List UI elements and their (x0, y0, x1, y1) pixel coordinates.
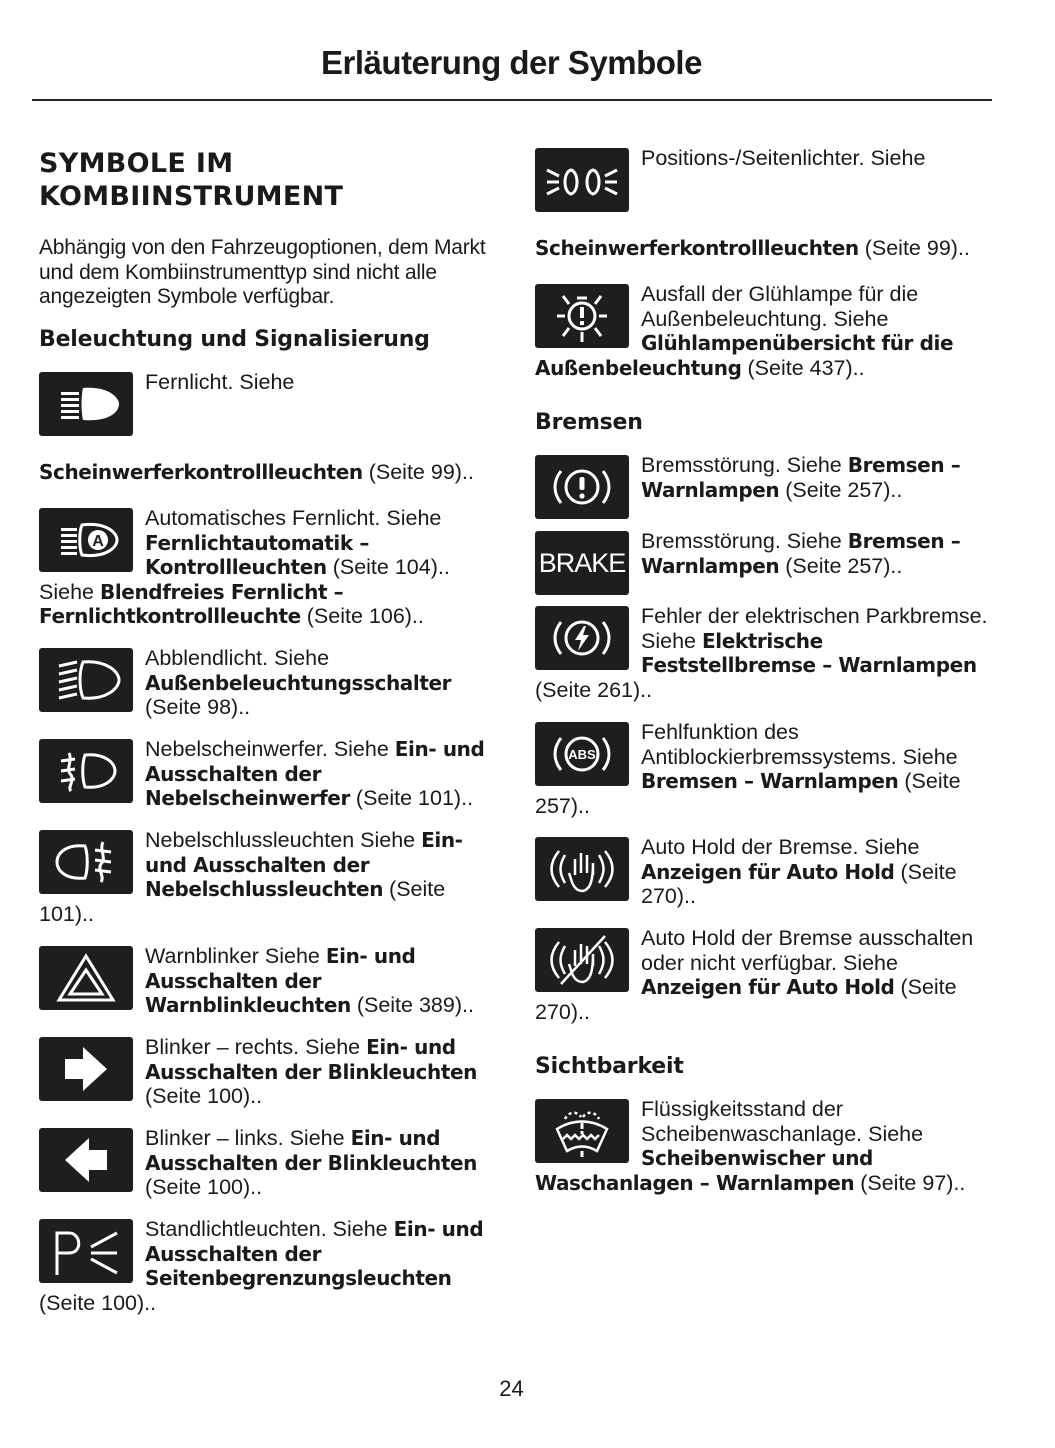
washer-fluid-icon (535, 1099, 629, 1163)
main-heading-line1: SYMBOLE IM (39, 148, 234, 179)
link-ref[interactable]: Elektrische Feststellbremse – Warnlampen (641, 628, 977, 677)
side-lamps-icon (535, 148, 629, 212)
symbol-entry-side-lamps: Positions-/Seitenlichter. Siehe Scheinwerferkontrollleuchten (Seite 99).. (535, 146, 970, 260)
front-fog-lamp-icon (39, 739, 133, 803)
title-divider (32, 99, 992, 101)
link-ref[interactable]: Ein- und Ausschalten der Blinkleuchten (145, 1035, 478, 1084)
main-heading (39, 147, 343, 213)
link-ref[interactable]: Ein- und Ausschalten der Nebelschlussleuchten (145, 828, 463, 901)
electric-parking-brake-icon (535, 606, 629, 670)
symbol-entry-auto-hold: Auto Hold der Bremse. Siehe Anzeigen für Auto Hold (Seite 270).. (535, 835, 990, 909)
link-ref[interactable]: Ein- und Ausschalten der Seitenbegrenzungsleuchten (145, 1217, 484, 1290)
high-beam-icon (39, 372, 133, 436)
symbol-entry-turn-left: Blinker – links. Siehe Ein- und Ausschalten der Blinkleuchten (Seite 100).. (39, 1126, 494, 1200)
link-ref[interactable]: Bremsen – Warnlampen (641, 529, 961, 578)
link-ref[interactable]: Fernlichtautomatik – Kontrollleuchten (145, 530, 369, 579)
symbol-entry-turn-right: Blinker – rechts. Siehe Ein- und Ausschalten der Blinkleuchten (Seite 100).. (39, 1035, 494, 1109)
symbol-entry-auto-high-beam: A Automatisches Fernlicht. Siehe Fernlichtautomatik – Kontrollleuchten (Seite 104).. Siehe Blendfreies Fernlicht – Fernlichtkontrollleuchte (Seite 106).. (39, 506, 450, 628)
symbol-entry-brake-text: BRAKE Bremsstörung. Siehe Bremsen – Warnlampen (Seite 257).. (535, 529, 990, 599)
turn-signal-left-icon (39, 1128, 133, 1192)
symbol-entry-auto-hold-off: Auto Hold der Bremse ausschalten oder nicht verfügbar. Siehe Anzeigen für Auto Hold (Seite 270).. (535, 926, 974, 1024)
symbol-entry-high-beam: Fernlicht. Siehe Scheinwerferkontrollleuchten (Seite 99).. (39, 370, 474, 484)
abs-icon (535, 722, 629, 786)
section-title-lighting: Beleuchtung und Signalisierung (39, 327, 430, 352)
link-ref[interactable]: Scheinwerferkontrollleuchten (535, 236, 859, 260)
link-ref[interactable]: Ein- und Ausschalten der Warnblinkleuchten (145, 944, 416, 1017)
symbol-entry-electric-parking-brake: Fehler der elektrischen Parkbremse. Siehe Elektrische Feststellbremse – Warnlampen (Seite 261).. (535, 604, 988, 702)
low-beam-icon (39, 648, 133, 712)
page-number: 24 (499, 1376, 524, 1401)
svg-text:A: A (92, 533, 104, 550)
turn-signal-right-icon (39, 1037, 133, 1101)
symbol-entry-hazard: Warnblinker Siehe Ein- und Ausschalten der Warnblinkleuchten (Seite 389).. (39, 944, 494, 1018)
link-ref[interactable]: Blendfreies Fernlicht – Fernlichtkontrollleuchte (39, 579, 344, 628)
symbol-entry-low-beam: Abblendlicht. Siehe Außenbeleuchtungsschalter (Seite 98).. (39, 646, 494, 720)
symbol-entry-bulb-failure: Ausfall der Glühlampe für die Außenbeleuchtung. Siehe Glühlampenübersicht für die Außenbeleuchtung (Seite 437).. (535, 282, 954, 380)
symbol-entry-parking-lamp: Standlichtleuchten. Siehe Ein- und Ausschalten der Seitenbegrenzungsleuchten (Seite 100).. (39, 1217, 484, 1315)
link-ref[interactable]: Scheibenwischer und Waschanlagen – Warnlampen (535, 1146, 873, 1195)
section-title-visibility: Sichtbarkeit (535, 1054, 684, 1079)
symbol-entry-abs: ABS Fehlfunktion des Antiblockierbremssystems. Siehe Bremsen – Warnlampen (Seite 257).. (535, 720, 961, 818)
brake-warning-icon (535, 455, 629, 519)
symbol-entry-brake-warning: Bremsstörung. Siehe Bremsen – Warnlampen (Seite 257).. (535, 453, 990, 523)
brake-text-icon: BRAKE (535, 531, 629, 595)
link-ref[interactable]: Ein- und Ausschalten der Nebelscheinwerfer (145, 737, 485, 810)
symbol-entry-front-fog: Nebelscheinwerfer. Siehe Ein- und Ausschalten der Nebelscheinwerfer (Seite 101).. (39, 737, 494, 811)
link-ref[interactable]: Anzeigen für Auto Hold (641, 975, 895, 999)
link-ref[interactable]: Bremsen – Warnlampen (641, 453, 961, 502)
svg-text:ABS: ABS (568, 747, 596, 762)
link-ref[interactable]: Scheinwerferkontrollleuchten (39, 460, 363, 484)
hazard-warning-icon (39, 946, 133, 1010)
link-ref[interactable]: Bremsen – Warnlampen (641, 769, 899, 793)
intro-paragraph: Abhängig von den Fahrzeugoptionen, dem Markt und dem Kombiinstrumenttyp sind nicht alle angezeigten Symbole verfügbar. (39, 236, 486, 308)
link-ref[interactable]: Außenbeleuchtungsschalter (145, 670, 452, 695)
auto-hold-off-icon (535, 928, 629, 992)
main-heading-line2: KOMBIINSTRUMENT (39, 181, 344, 212)
section-title-brakes: Bremsen (535, 410, 643, 435)
link-ref[interactable]: Anzeigen für Auto Hold (641, 859, 895, 884)
page-title: Erläuterung der Symbole (321, 44, 702, 81)
link-ref[interactable]: Glühlampenübersicht für die Außenbeleuchtung (535, 331, 954, 380)
auto-high-beam-icon (39, 508, 133, 572)
bulb-failure-icon (535, 284, 629, 348)
symbol-entry-washer-fluid: Flüssigkeitsstand der Scheibenwaschanlage. Siehe Scheibenwischer und Waschanlagen – Warnlampen (Seite 97).. (535, 1097, 966, 1195)
link-ref[interactable]: Ein- und Ausschalten der Blinkleuchten (145, 1126, 478, 1175)
parking-lamp-icon (39, 1219, 133, 1283)
symbol-entry-rear-fog: Nebelschlussleuchten Siehe Ein- und Ausschalten der Nebelschlussleuchten (Seite 101).. (39, 828, 463, 926)
auto-hold-icon (535, 837, 629, 901)
rear-fog-lamp-icon (39, 830, 133, 894)
